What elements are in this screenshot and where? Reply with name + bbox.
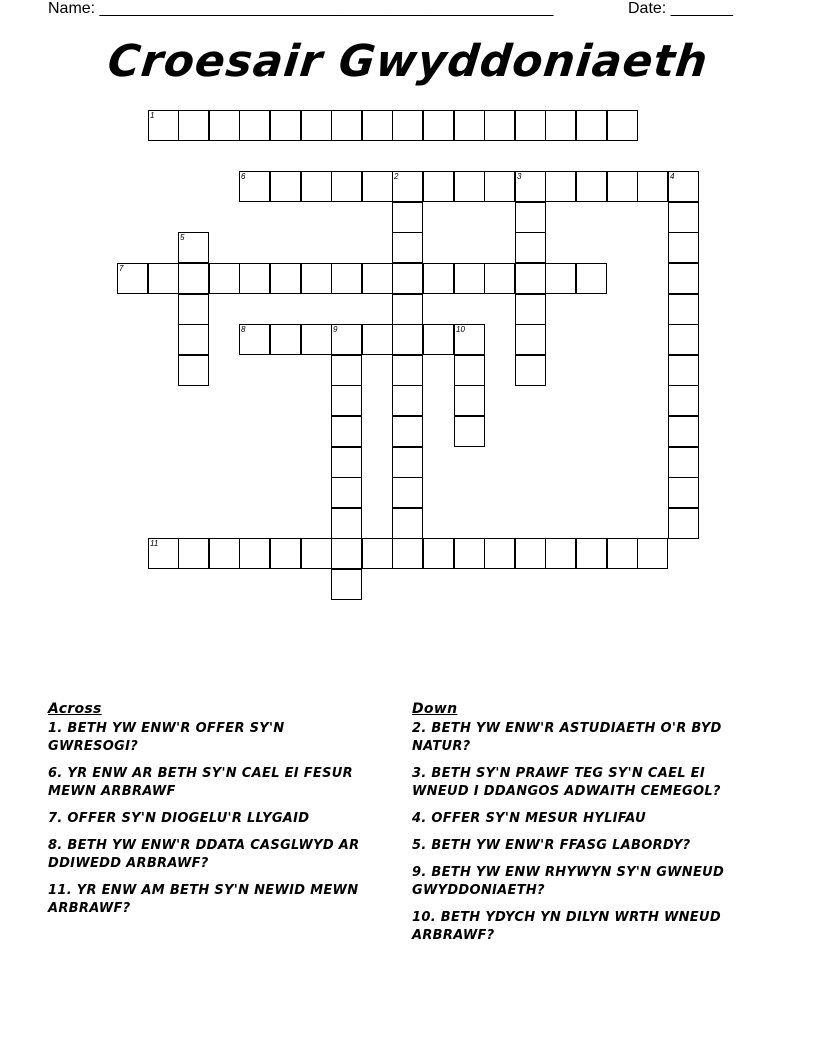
clue-number: 2 bbox=[394, 172, 399, 181]
grid-cell[interactable] bbox=[515, 263, 546, 294]
grid-cell[interactable] bbox=[148, 110, 179, 141]
grid-cell[interactable] bbox=[484, 263, 515, 294]
grid-cell[interactable] bbox=[392, 538, 423, 569]
grid-cell[interactable] bbox=[270, 263, 301, 294]
grid-cell[interactable] bbox=[607, 171, 638, 202]
grid-cell[interactable] bbox=[576, 171, 607, 202]
grid-cell[interactable] bbox=[454, 385, 485, 416]
down-clue-10: 10. BETH YDYCH YN DILYN WRTH WNEUD ARBRAWF? bbox=[412, 910, 721, 943]
grid-cell[interactable] bbox=[392, 447, 423, 478]
grid-cell[interactable] bbox=[209, 263, 240, 294]
grid-cell[interactable] bbox=[423, 538, 454, 569]
grid-cell[interactable] bbox=[545, 110, 576, 141]
grid-cell[interactable] bbox=[209, 110, 240, 141]
grid-cell[interactable] bbox=[331, 508, 362, 539]
grid-cell[interactable] bbox=[392, 202, 423, 233]
clue-number: 3 bbox=[517, 172, 522, 181]
down-clue-9: 9. BETH YW ENW RHYWYN SY'N GWNEUD GWYDDONIAETH? bbox=[412, 865, 725, 898]
grid-cell[interactable] bbox=[668, 508, 699, 539]
grid-cell[interactable] bbox=[392, 232, 423, 263]
date-line[interactable]: Date: _______ bbox=[628, 0, 733, 17]
puzzle-title: Croesair Gwyddoniaeth bbox=[105, 36, 711, 87]
grid-cell[interactable] bbox=[209, 538, 240, 569]
across-clue-6: 6. YR ENW AR BETH SY'N CAEL EI FESUR MEWN ARBRAWF bbox=[48, 766, 353, 799]
grid-cell[interactable] bbox=[484, 538, 515, 569]
down-heading: Down bbox=[412, 701, 458, 717]
grid-cell[interactable] bbox=[331, 263, 362, 294]
grid-cell[interactable] bbox=[178, 324, 209, 355]
grid-cell[interactable] bbox=[178, 538, 209, 569]
across-clues bbox=[48, 700, 378, 927]
grid-cell[interactable] bbox=[454, 263, 485, 294]
grid-cell[interactable] bbox=[178, 232, 209, 263]
grid-cell[interactable] bbox=[484, 171, 515, 202]
grid-cell[interactable] bbox=[239, 110, 270, 141]
grid-cell[interactable] bbox=[331, 538, 362, 569]
grid-cell[interactable] bbox=[668, 232, 699, 263]
name-line[interactable]: Name: ___________________________________________________ bbox=[48, 0, 554, 17]
grid-cell[interactable] bbox=[178, 110, 209, 141]
grid-cell[interactable] bbox=[331, 355, 362, 386]
clue-number: 4 bbox=[670, 172, 675, 181]
grid-cell[interactable] bbox=[331, 324, 362, 355]
grid-cell[interactable] bbox=[392, 263, 423, 294]
grid-cell[interactable] bbox=[331, 171, 362, 202]
down-clue-4: 4. OFFER SY'N MESUR HYLIFAU bbox=[412, 811, 646, 826]
down-clue-3: 3. BETH SY'N PRAWF TEG SY'N CAEL EI WNEUD I DDANGOS ADWAITH CEMEGOL? bbox=[412, 766, 721, 799]
down-clues bbox=[412, 700, 742, 954]
grid-cell[interactable] bbox=[454, 324, 485, 355]
grid-cell[interactable] bbox=[148, 538, 179, 569]
grid-cell[interactable] bbox=[545, 263, 576, 294]
grid-cell[interactable] bbox=[576, 263, 607, 294]
grid-cell[interactable] bbox=[178, 294, 209, 325]
grid-cell[interactable] bbox=[515, 324, 546, 355]
grid-cell[interactable] bbox=[423, 324, 454, 355]
grid-cell[interactable] bbox=[301, 538, 332, 569]
grid-cell[interactable] bbox=[331, 385, 362, 416]
across-clue-7: 7. OFFER SY'N DIOGELU'R LLYGAID bbox=[48, 811, 310, 826]
grid-cell[interactable] bbox=[301, 110, 332, 141]
grid-cell[interactable] bbox=[392, 294, 423, 325]
grid-cell[interactable] bbox=[178, 263, 209, 294]
grid-cell[interactable] bbox=[270, 171, 301, 202]
grid-cell[interactable] bbox=[331, 110, 362, 141]
grid-cell[interactable] bbox=[668, 294, 699, 325]
grid-cell[interactable] bbox=[668, 171, 699, 202]
grid-cell[interactable] bbox=[270, 324, 301, 355]
grid-cell[interactable] bbox=[392, 416, 423, 447]
grid-cell[interactable] bbox=[454, 171, 485, 202]
grid-cell[interactable] bbox=[392, 385, 423, 416]
clue-number: 7 bbox=[119, 264, 124, 273]
grid-cell[interactable] bbox=[362, 171, 393, 202]
grid-cell[interactable] bbox=[668, 385, 699, 416]
clue-number: 1 bbox=[150, 111, 155, 120]
grid-cell[interactable] bbox=[484, 110, 515, 141]
grid-cell[interactable] bbox=[515, 202, 546, 233]
grid-cell[interactable] bbox=[607, 538, 638, 569]
grid-cell[interactable] bbox=[301, 263, 332, 294]
grid-cell[interactable] bbox=[637, 171, 668, 202]
grid-cell[interactable] bbox=[117, 263, 148, 294]
grid-cell[interactable] bbox=[454, 355, 485, 386]
grid-cell[interactable] bbox=[607, 110, 638, 141]
grid-cell[interactable] bbox=[270, 110, 301, 141]
grid-cell[interactable] bbox=[392, 324, 423, 355]
grid-cell[interactable] bbox=[362, 263, 393, 294]
clue-number: 8 bbox=[241, 325, 246, 334]
grid-cell[interactable] bbox=[423, 171, 454, 202]
grid-cell[interactable] bbox=[239, 263, 270, 294]
grid-cell[interactable] bbox=[362, 538, 393, 569]
grid-cell[interactable] bbox=[668, 355, 699, 386]
down-clue-5: 5. BETH YW ENW'R FFASG LABORDY? bbox=[412, 838, 691, 853]
grid-cell[interactable] bbox=[392, 477, 423, 508]
down-clue-2: 2. BETH YW ENW'R ASTUDIAETH O'R BYD NATUR? bbox=[412, 721, 722, 754]
grid-cell[interactable] bbox=[178, 355, 209, 386]
grid-cell[interactable] bbox=[331, 569, 362, 600]
grid-cell[interactable] bbox=[301, 171, 332, 202]
clue-number: 11 bbox=[150, 539, 159, 548]
grid-cell[interactable] bbox=[668, 324, 699, 355]
grid-cell[interactable] bbox=[668, 202, 699, 233]
grid-cell[interactable] bbox=[515, 232, 546, 263]
grid-cell[interactable] bbox=[515, 294, 546, 325]
grid-cell[interactable] bbox=[392, 110, 423, 141]
grid-cell[interactable] bbox=[301, 324, 332, 355]
grid-cell[interactable] bbox=[392, 171, 423, 202]
grid-cell[interactable] bbox=[668, 263, 699, 294]
grid-cell[interactable] bbox=[454, 110, 485, 141]
across-clue-1: 1. BETH YW ENW'R OFFER SY'N GWRESOGI? bbox=[48, 721, 285, 754]
grid-cell[interactable] bbox=[423, 263, 454, 294]
grid-cell[interactable] bbox=[239, 538, 270, 569]
grid-cell[interactable] bbox=[515, 355, 546, 386]
grid-cell[interactable] bbox=[637, 538, 668, 569]
grid-cell[interactable] bbox=[270, 538, 301, 569]
grid-cell[interactable] bbox=[362, 324, 393, 355]
grid-cell[interactable] bbox=[454, 538, 485, 569]
grid-cell[interactable] bbox=[668, 477, 699, 508]
grid-cell[interactable] bbox=[545, 538, 576, 569]
grid-cell[interactable] bbox=[148, 263, 179, 294]
grid-cell[interactable] bbox=[392, 508, 423, 539]
grid-cell[interactable] bbox=[331, 447, 362, 478]
across-clue-11: 11. YR ENW AM BETH SY'N NEWID MEWN ARBRAWF? bbox=[48, 883, 359, 916]
grid-cell[interactable] bbox=[668, 447, 699, 478]
grid-cell[interactable] bbox=[515, 171, 546, 202]
clue-number: 6 bbox=[241, 172, 246, 181]
clue-number: 5 bbox=[180, 233, 185, 242]
grid-cell[interactable] bbox=[239, 171, 270, 202]
grid-cell[interactable] bbox=[576, 538, 607, 569]
grid-cell[interactable] bbox=[515, 110, 546, 141]
grid-cell[interactable] bbox=[362, 110, 393, 141]
grid-cell[interactable] bbox=[239, 324, 270, 355]
across-clue-8: 8. BETH YW ENW'R DDATA CASGLWYD AR DDIWEDD ARBRAWF? bbox=[48, 838, 360, 871]
grid-cell[interactable] bbox=[515, 538, 546, 569]
grid-cell[interactable] bbox=[545, 171, 576, 202]
across-heading: Across bbox=[48, 701, 102, 717]
grid-cell[interactable] bbox=[668, 416, 699, 447]
grid-cell[interactable] bbox=[392, 355, 423, 386]
grid-cell[interactable] bbox=[331, 477, 362, 508]
clue-number: 9 bbox=[333, 325, 338, 334]
grid-cell[interactable] bbox=[576, 110, 607, 141]
grid-cell[interactable] bbox=[331, 416, 362, 447]
grid-cell[interactable] bbox=[423, 110, 454, 141]
clue-number: 10 bbox=[456, 325, 465, 334]
grid-cell[interactable] bbox=[454, 416, 485, 447]
